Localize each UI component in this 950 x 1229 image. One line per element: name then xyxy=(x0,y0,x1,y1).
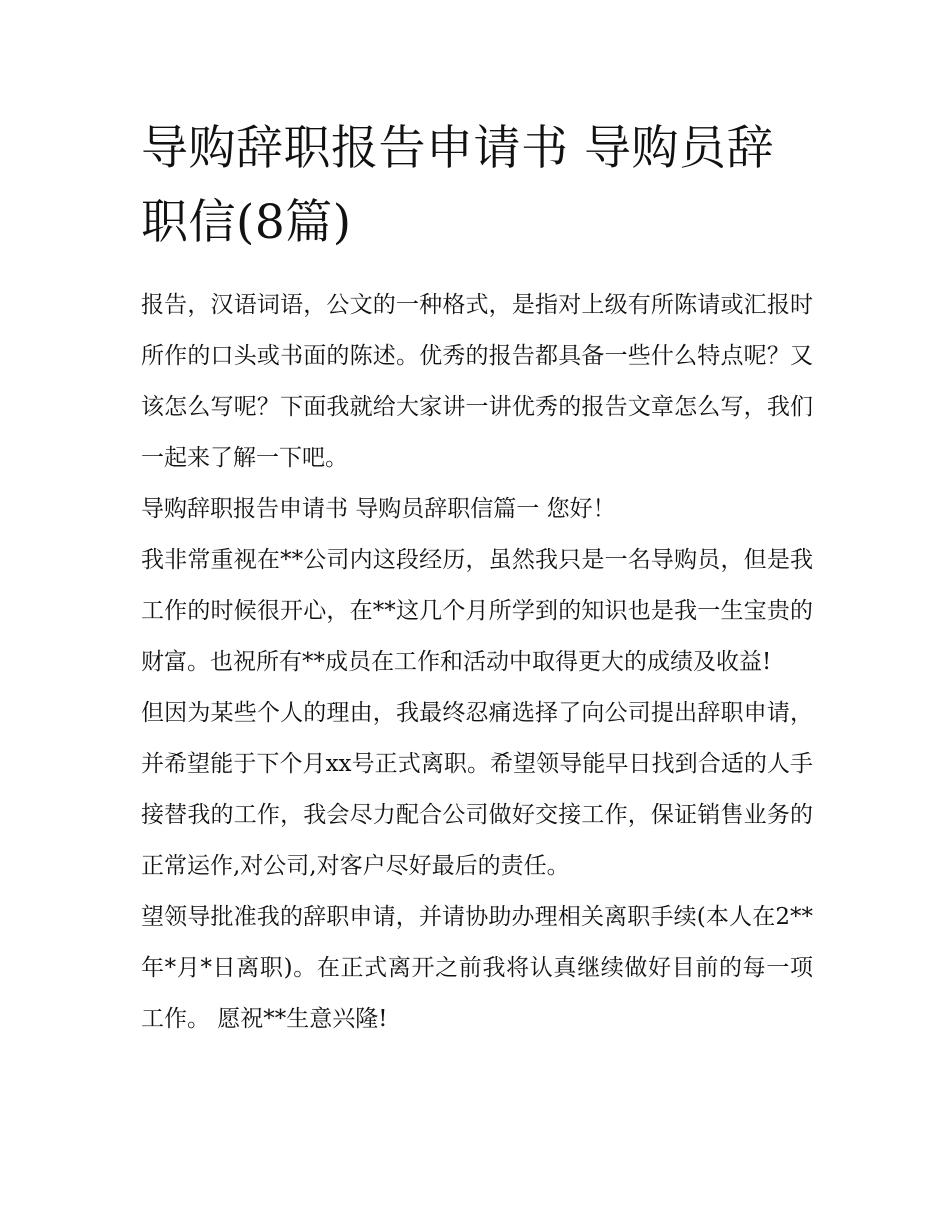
body-paragraph: 我非常重视在**公司内这段经历，虽然我只是一名导购员，但是我工作的时候很开心，在**这几个月所学到的知识也是我一生宝贵的财富。也祝所有**成员在工作和活动中取得更大的成绩及收益! xyxy=(141,547,813,675)
body-paragraph: 望领导批准我的辞职申请，并请协助办理相关离职手续(本人在2**年*月*日离职)。在正式离开之前我将认真继续做好目前的每一项工作。 愿祝**生意兴隆! xyxy=(141,904,813,1032)
body-paragraph: 但因为某些个人的理由，我最终忍痛选择了向公司提出辞职申请，并希望能于下个月xx号正式离职。希望领导能早日找到合适的人手接替我的工作，我会尽力配合公司做好交接工作，保证销售业务的正常运作,对公司,对客户尽好最后的责任。 xyxy=(141,700,813,879)
document-body xyxy=(141,280,813,1045)
intro-paragraph: 报告，汉语词语，公文的一种格式，是指对上级有所陈请或汇报时所作的口头或书面的陈述。优秀的报告都具备一些什么特点呢？又该怎么写呢？下面我就给大家讲一讲优秀的报告文章怎么写，我们一起来了解一下吧。 xyxy=(141,292,813,471)
document-title: 导购辞职报告申请书 导购员辞职信(8篇) xyxy=(141,121,774,250)
section-heading-paragraph: 导购辞职报告申请书 导购员辞职信篇一 您好！ xyxy=(141,496,616,522)
document-page xyxy=(141,112,813,1045)
